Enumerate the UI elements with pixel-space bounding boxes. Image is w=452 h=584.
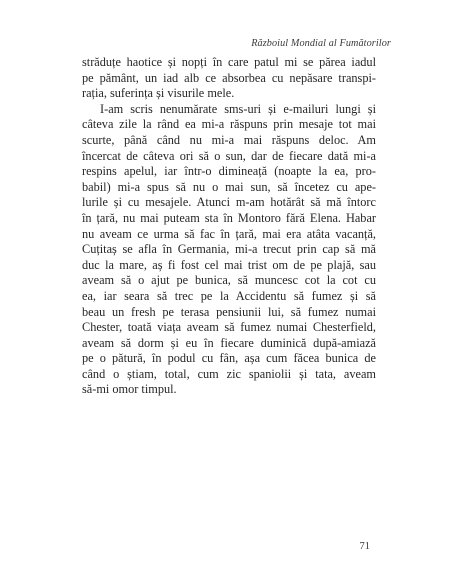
text-line: când o știam, total, cum zic spaniolii și tata, aveam: [82, 366, 376, 381]
text-line: pe o pătură, în podul cu fân, așa cum făcea bunica de: [82, 351, 376, 366]
text-line: I-am scris nenumărate sms-uri și e-mailuri lungi și: [100, 101, 376, 116]
page-number: 71: [359, 541, 370, 552]
text-line: Chester, toată viața aveam să fumez numai Chesterfield,: [82, 320, 376, 335]
text-line: nu aveam ce urma să fac în țară, mai era atâta vacanță,: [82, 226, 376, 241]
text-line: câteva zile la rând ea mi-a răspuns prin mesaje tot mai: [82, 117, 376, 132]
text-line: babil) mi-a spus să nu o mai sun, să încetez cu ape-: [82, 179, 376, 194]
text-line: în țară, nu mai puteam sta în Montoro fără Elena. Habar: [82, 210, 376, 225]
text-line: aveam să o ajut pe bunica, să muncesc cot la cot cu: [82, 273, 376, 288]
text-line: respins apelul, iar într-o dimineață (noapte la ea, pro-: [82, 164, 376, 179]
running-header: Războiul Mondial al Fumătorilor: [251, 38, 391, 49]
text-line: duc la mare, aș fi fost cel mai trist om de pe plajă, sau: [82, 257, 376, 272]
text-line: scurte, până când nu mi-a mai răspuns deloc. Am: [82, 132, 376, 147]
text-line: aveam să dorm și eu în fiecare duminică după-amiază: [82, 335, 376, 350]
text-line: ea, iar seara să trec pe la Accidentu să fumez și să: [82, 288, 376, 303]
text-line: lurile și cu mesajele. Atunci m-am hotărât să mă întorc: [82, 195, 376, 210]
text-line: să-mi omor timpul.: [82, 382, 177, 397]
text-line: pe pământ, un iad alb ce absorbea cu nepăsare transpi-: [82, 70, 376, 85]
text-line: beau un fresh pe terasa pensiunii lui, să fumez numai: [82, 304, 376, 319]
text-line: Cuțitaș se afla în Germania, mi-a trecut prin cap să mă: [82, 242, 376, 257]
text-line: rația, suferința și visurile mele.: [82, 86, 235, 101]
text-line: încercat de câteva ori să o sun, dar de fiecare dată mi-a: [82, 148, 376, 163]
text-line: străduțe haotice și nopți în care patul mi se părea iadul: [82, 55, 376, 69]
body-text: [82, 55, 376, 398]
